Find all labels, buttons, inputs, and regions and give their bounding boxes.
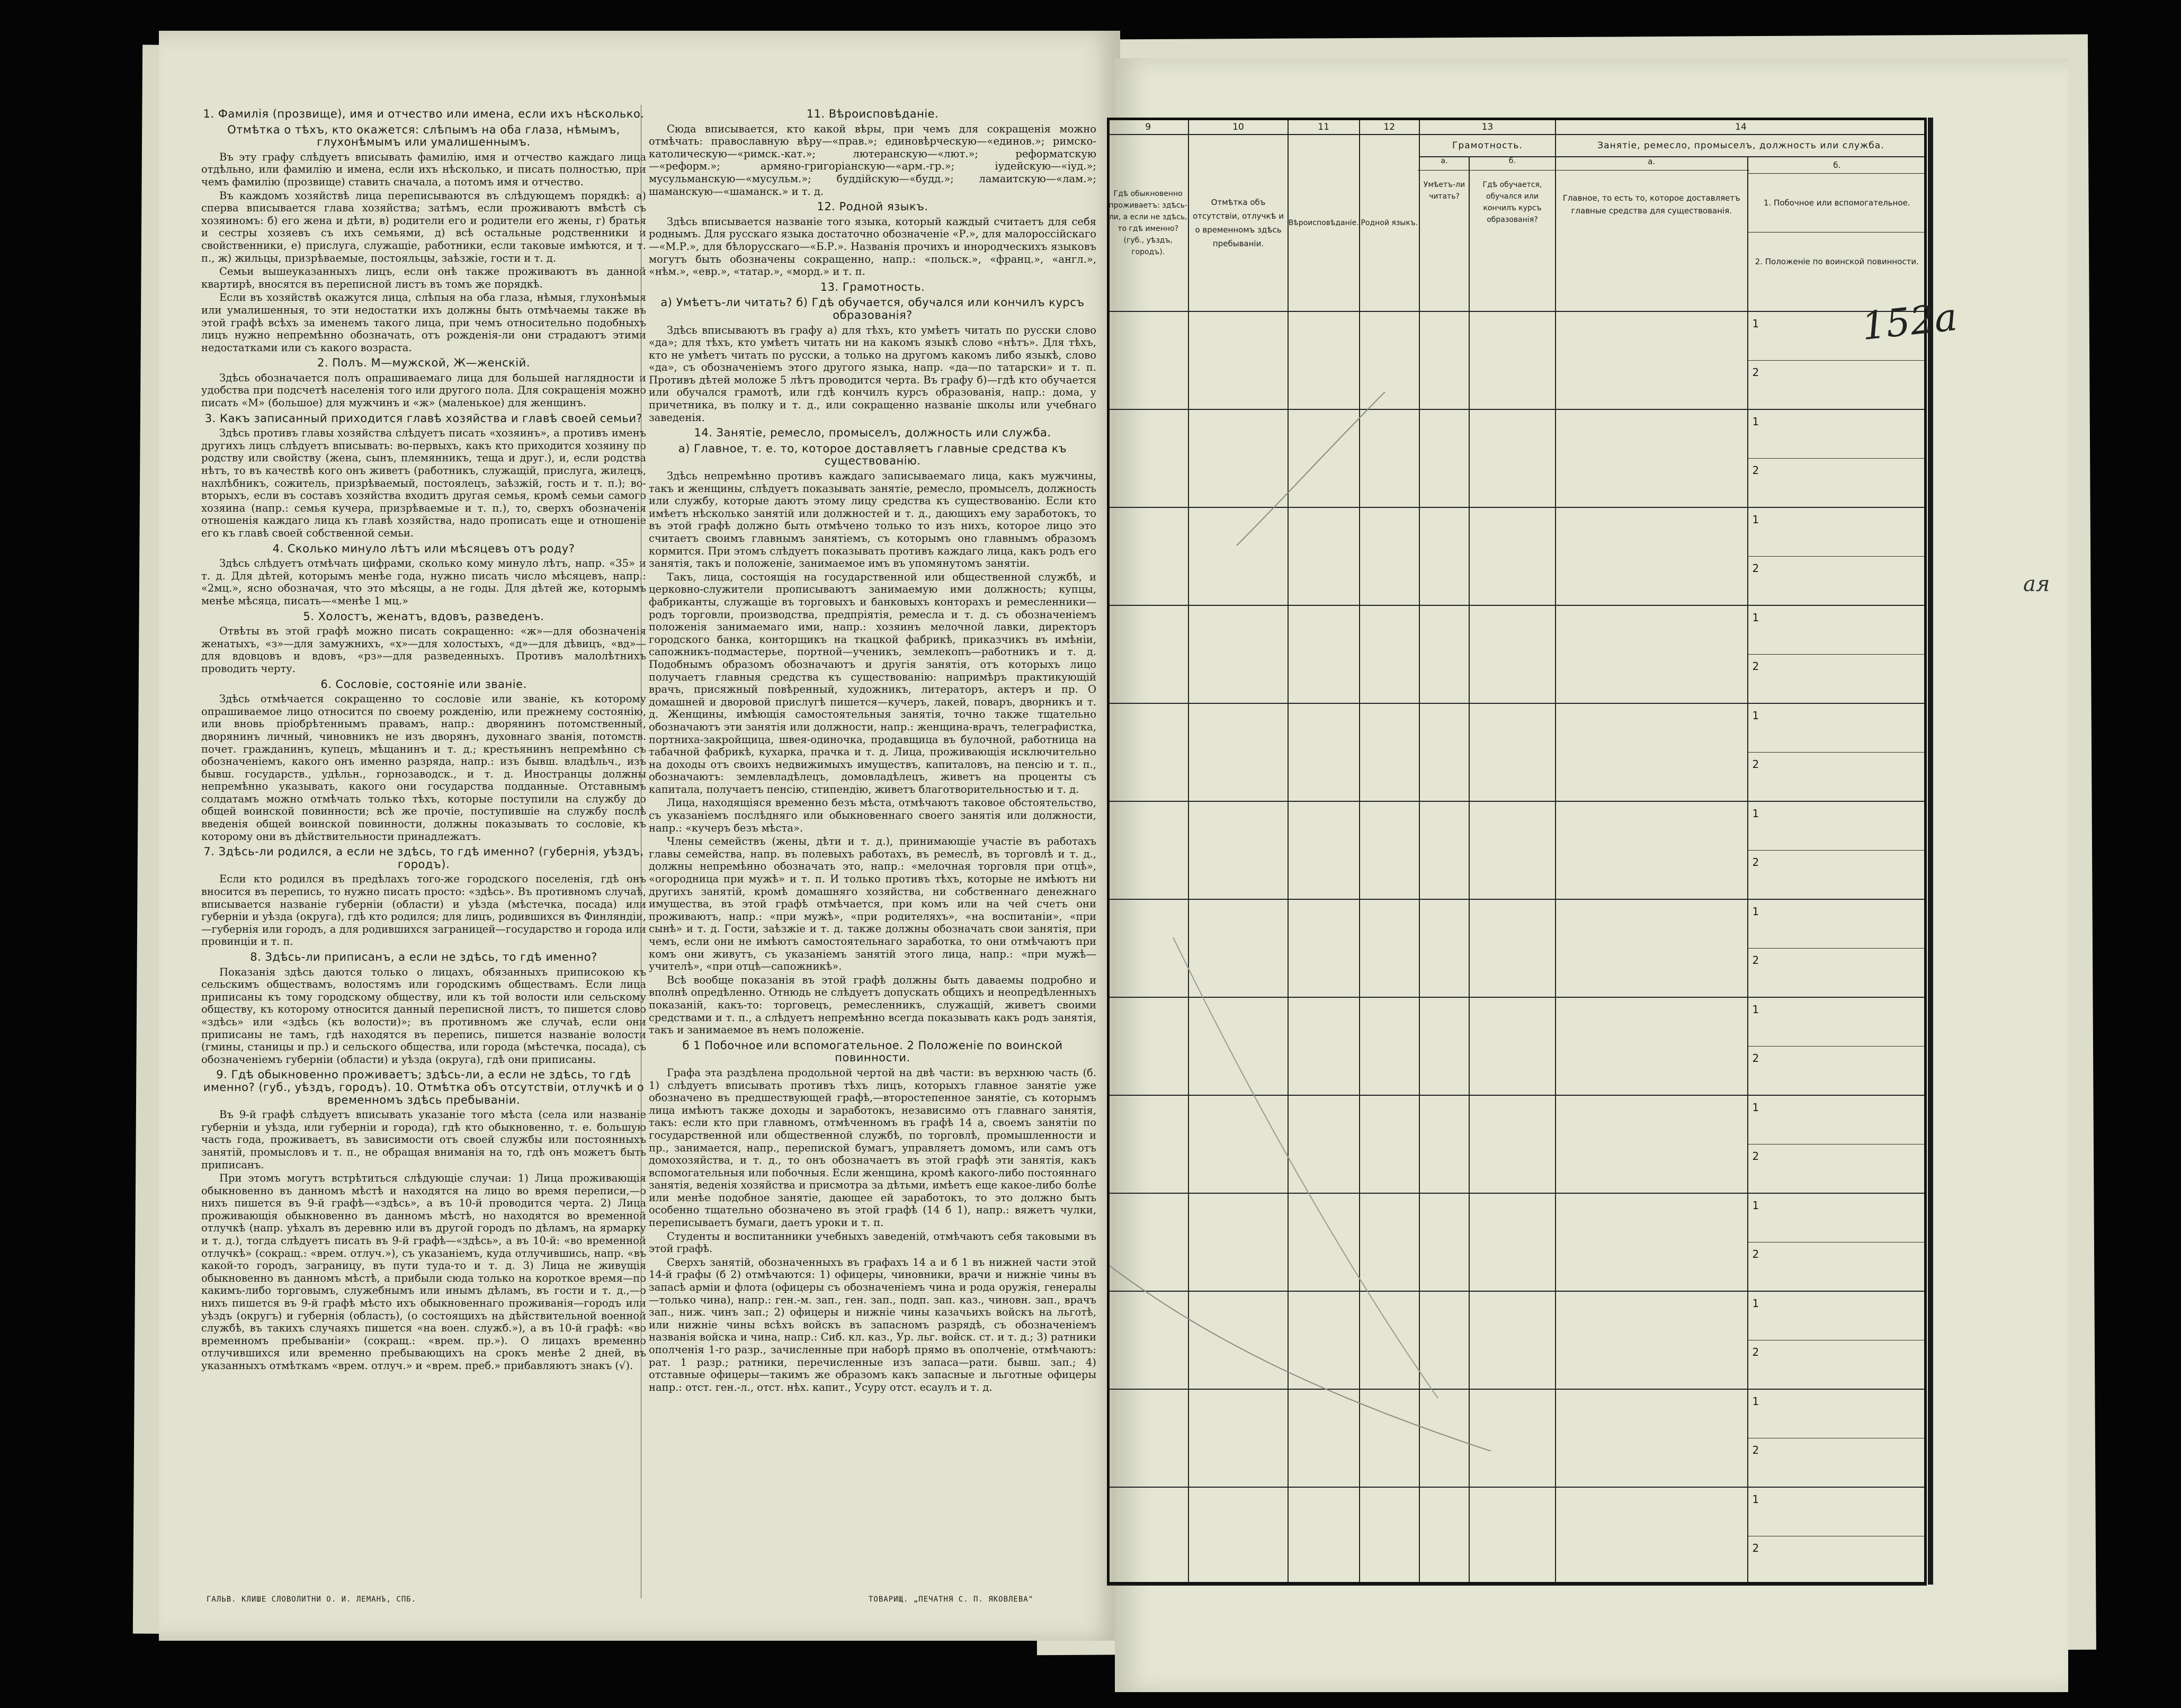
instruction-paragraph: Здѣсь противъ главы хозяйства слѣдуетъ писать «хозяинъ», а противъ именъ другихъ лицъ слѣдуетъ вписывать: во-первыхъ, какъ кто приходится хозяину по родству или свойству (жена, сынъ, племянникъ, теща и друг.), и, если родства нѣтъ, то въ качествѣ кого онъ живетъ (работникъ, служащій, прислуга, жилецъ, нахлѣбникъ, сожитель, призрѣваемый, постоялецъ, заѣзжій, гость и т. п.); во-вторыхъ, если въ составъ хозяйства входитъ другая семья, кромѣ семьи самого хозяина (напр.: семья кучера, призрѣваемые и т. п.), то, сверхъ обозначенія отношенія каждаго лица къ главѣ хозяйства, надо прописать еще и отношеніе его къ главѣ своей собственной семьи. (201, 427, 646, 539)
slot-number: 1 (1752, 415, 1759, 428)
header-military-status: 2. Положеніе по воинской повинности. (1755, 257, 1919, 266)
section-heading: 2. Полъ. М—мужской, Ж—женскій. (317, 356, 530, 370)
section-heading: 4. Сколько минуло лѣтъ или мѣсяцевъ отъ роду? (272, 542, 575, 555)
slot-number: 1 (1752, 611, 1759, 624)
section-heading: 6. Сословіе, состояніе или званіе. (320, 677, 527, 691)
instruction-paragraph: Семьи вышеуказанныхъ лицъ, если онѣ также проживаютъ въ данной квартирѣ, вносятся въ переписной листъ въ томъ же порядкѣ. (201, 265, 646, 290)
section-heading: б 1 Побочное или вспомогательное. 2 Положеніе по воинской повинности. (682, 1039, 1063, 1065)
slot-number: 2 (1752, 954, 1759, 967)
section-heading: а) Умѣетъ-ли читать? б) Гдѣ обучается, обучался или кончилъ курсъ образованія? (660, 296, 1085, 321)
instructions-column-2 (641, 105, 1096, 1598)
header-education: Гдѣ обучается, обучался или кончилъ курсъ образованія? (1482, 181, 1542, 224)
instruction-paragraph: Отвѣты въ этой графѣ можно писать сокращенно: «ж»—для обозначенія женатыхъ, «з»—для замужнихъ, «х»—для холостыхъ, «д»—для дѣвицъ, «вд»—для вдовцовъ и вдовъ, «рз»—для разведенныхъ. Противъ малолѣтнихъ проводить черту. (201, 625, 646, 675)
instruction-paragraph: Здѣсь слѣдуетъ отмѣчать цифрами, сколько кому минуло лѣтъ, напр. «35» и т. д. Для дѣтей, которымъ менѣе года, нужно писать число мѣсяцевъ, напр.: «2мц.», ясно обозначая, что это мѣсяцы, а не годы. Для дѣтей же, которымъ менѣе мѣсяца, писать—«менѣе 1 мц.» (201, 557, 646, 607)
slot-number: 1 (1752, 1003, 1759, 1016)
instruction-paragraph: Здѣсь вписывается названіе того языка, который каждый считаетъ для себя роднымъ. Для русскаго языка достаточно обозначеніе «Р.», для малороссійскаго—«М.Р.», для бѣлорусскаго—«Б.Р.». Названія прочихъ и инородческихъ языковъ могутъ быть обозначены сокращенно, напр.: «польск.», «франц.», «англ.», «нѣм.», «евр.», «татар.», «морд.» и т. п. (649, 215, 1096, 278)
slot-number: 2 (1752, 366, 1759, 379)
section-heading: 9. Гдѣ обыкновенно проживаетъ; здѣсь-ли, а если не здѣсь, то гдѣ именно? (губ., уѣздъ, городъ). 10. Отмѣтка объ отсутствіи, отлучкѣ и о временномъ здѣсь пребываніи. (203, 1068, 645, 1106)
header-occupation: Занятіе, ремесло, промыселъ, должность или служба. (1556, 135, 1926, 157)
slot-number: 1 (1752, 1297, 1759, 1310)
instruction-paragraph: Здѣсь отмѣчается сокращенно то сословіе или званіе, къ которому опрашиваемое лицо относится по своему рожденію, или прежнему состоянію, или вновь пріобрѣтеннымъ правамъ, напр.: дворянинъ потомственный, дворянинъ личный, чиновникъ не изъ дворянъ, духовнаго званія, потомств. почет. гражданинъ, купецъ, мѣщанинъ и т. д.; крестьянинъ непремѣнно съ обозначеніемъ, какого онъ именно разряда, напр.: изъ бывш. владѣльч., изъ бывш. государств., удѣльн., горнозаводск., и т. д. Иностранцы должны непремѣнно указывать, какого они государства подданные. Отставнымъ солдатамъ можно отмѣчать только тѣхъ, которые поступили на службу до общей воинской повинности; всѣ же прочіе, поступившіе на службу послѣ введенія общей воинской повинности, должны показывать то сословіе, къ которому они въ дѣйствительности принадлежатъ. (201, 693, 646, 843)
instruction-paragraph: Студенты и воспитанники учебныхъ заведеній, отмѣчаютъ себя таковыми въ этой графѣ. (649, 1230, 1096, 1255)
instruction-paragraph: Показанія здѣсь даются только о лицахъ, обязанныхъ приписокою къ сельскимъ обществамъ, волостямъ или городскимъ обществамъ. Если лица приписаны къ тому городскому обществу, или къ той волости или сельскому обществу, къ которому относится данный переписной листъ, то пишется слово «здѣсь» или «здѣсь (къ волости)»; въ противномъ же случаѣ, если они приписаны не тамъ, гдѣ находятся въ перепись, пишется названіе волости (гмины, станицы и пр.) и сельского общества, или города (мѣстечка, посада), съ обозначеніемъ губерніи (области) и уѣзда (округа), гдѣ они приписаны. (201, 965, 646, 1066)
slot-number: 2 (1752, 464, 1759, 477)
letter-a: а. (1418, 155, 1471, 171)
imprint-right: ТОВАРИЩ. „ПЕЧАТНЯ С. П. ЯКОВЛЕВА" (869, 1595, 1034, 1604)
instruction-paragraph: Если въ хозяйствѣ окажутся лица, слѣпыя на оба глаза, нѣмыя, глухонѣмыя или умалишенныя, то эти недостатки ихъ должны быть отмѣчаемы также въ этой графѣ всѣхъ за именемъ такого лица, при чемъ относительно подобныхъ лицъ нужно непремѣнно обозначать, отъ рожденія-ли они страдаютъ этими недостатками или съ какого возраста. (201, 291, 646, 354)
section-heading: 5. Холостъ, женатъ, вдовъ, разведенъ. (303, 610, 544, 623)
section-heading: 12. Родной языкъ. (817, 200, 928, 213)
imprint-left: ГАЛЬВ. КЛИШЕ СЛОВОЛИТНИ О. И. ЛЕМАНЪ, СПБ. (207, 1595, 417, 1604)
instructions-column-1 (201, 105, 646, 1598)
slot-number: 1 (1752, 1493, 1759, 1506)
slot-number: 2 (1752, 562, 1759, 575)
slot-number: 1 (1752, 1395, 1759, 1408)
slot-number: 1 (1752, 513, 1759, 526)
left-page-instructions (159, 31, 1120, 1641)
col-number-9: 9 (1107, 120, 1188, 135)
section-heading: 3. Какъ записанный приходится главѣ хозяйства и главѣ своей семьи? (204, 412, 643, 425)
slot-number: 2 (1752, 1346, 1759, 1358)
instruction-paragraph: Въ каждомъ хозяйствѣ лица переписываются въ слѣдующемъ порядкѣ: а) сперва вписывается глава хозяйства; затѣмъ, если проживаютъ вмѣстѣ съ хозяиномъ: б) его жена и дѣти, в) родители его и родители его жены, г) братья и сестры хозяевъ съ ихъ семьями, д) всѣ остальные родственники и свойственники, е) прислуга, служащіе, работники, если таковые имѣются, и т. п., ж) жильцы, призрѣваемые, постояльцы, заѣзжіе, гости и т. д. (201, 189, 646, 264)
instruction-paragraph: Здѣсь обозначается полъ опрашиваемаго лица для большей наглядности и удобства при подсчетѣ населенія того или другого пола. Для сокращенія можно писать «М» (большое) для мужчинъ и «ж» (маленькое) для женщинъ. (201, 371, 646, 409)
section-heading: 1. Фамилія (прозвище), имя и отчество или имена, если ихъ нѣсколько. (203, 108, 645, 120)
instruction-paragraph: Здѣсь непремѣнно противъ каждаго записываемаго лица, какъ мужчины, такъ и женщины, слѣдуетъ показывать занятіе, ремесло, промыселъ, должность или службу, которые даютъ этому лицу средства къ существованію. Если кто имѣетъ нѣсколько занятій или должностей и т. д., дающихъ ему заработокъ, то въ этой графѣ должно быть отмѣчено только то изъ нихъ, которое лицо это считаетъ своимъ главнымъ занятіемъ, съ которымъ оно главнымъ образомъ кормится. При этомъ слѣдуетъ показывать противъ каждаго лица, какъ родъ его занятія, такъ и положеніе, занимаемое имъ въ упомянутомъ занятіи. (649, 470, 1096, 570)
section-heading: 8. Здѣсь-ли приписанъ, а если не здѣсь, то гдѣ именно? (250, 951, 597, 963)
col-number-13: 13 (1419, 120, 1556, 135)
instruction-paragraph: Такъ, лица, состоящія на государственной или общественной службѣ, и церковно-служители прописываютъ занимаемую ими должность; купцы, фабриканты, служащіе въ торговыхъ и банковыхъ конторахъ и ремесленники—родъ торговли, производства, предпріятія, ремесла и т. д. съ обозначеніемъ положенія занимаемаго ими, напр.: хозяинъ мелочной лавки, директоръ городского банка, конторщикъ на ткацкой фабрикѣ, приказчикъ въ имѣніи, сапожникъ-подмастерье, портной—ученикъ, землекопъ—работникъ и т. д. Подобнымъ образомъ обозначаютъ и другія занятія, отъ которыхъ лицо получаетъ главныя средства къ существованію: напримѣръ практикующій врачъ, присяжный повѣренный, художникъ, литераторъ, актеръ и пр. О домашней и дворовой прислугѣ пишется—кучеръ, лакей, поваръ, дворникъ и т. д. Женщины, имѣющія самостоятельныя занятія, точно также тщательно обозначаютъ эти занятія или должности, напр.: женщина-врачъ, телеграфистка, портниха-закройщица, швея-одиночка, продавщица въ булочной, работница на табачной фабрикѣ, кухарка, прачка и т. д. Лица, проживающія исключительно на доходы отъ своихъ недвижимыхъ имуществъ, капиталовъ, на пенсію и т. п., обозначаютъ: землевладѣлецъ, домовладѣлецъ, живетъ на проценты съ капитала, получаетъ пенсію, стипендію, живетъ благотворительностью и т. д. (649, 570, 1096, 795)
slot-number: 1 (1752, 709, 1759, 722)
instruction-paragraph: Въ 9-й графѣ слѣдуетъ вписывать указаніе того мѣста (села или названіе губерніи и уѣзда, или губерніи и города), гдѣ кто обыкновенно, т. е. большую часть года, проживаетъ, въ зависимости отъ своей службы или постоянныхъ занятій, промысловъ и т. п., не обращая вниманія на то, гдѣ онъ можетъ быть приписанъ. (201, 1108, 646, 1171)
edge-handwritten-note: ая (2023, 572, 2050, 596)
header-residence: Гдѣ обыкновенно проживаетъ: здѣсь-ли, а если не здѣсь, то гдѣ именно? (губ., уѣздъ, городъ). (1107, 135, 1188, 311)
header-secondary-occupation: 1. Побочное или вспомогательное. (1748, 174, 1926, 232)
header-literacy: Грамотность. (1419, 135, 1556, 157)
slot-number: 2 (1752, 1248, 1759, 1260)
header-language: Родной языкъ. (1360, 135, 1419, 311)
instruction-paragraph: Если кто родился въ предѣлахъ того-же городского поселенія, гдѣ онъ вносится въ перепись, то нужно писать просто: «здѣсь». Въ противномъ случаѣ, вписывается названіе губерніи (области) и уѣзда (мѣстечка, посада) или губерніи и уѣзда (округа), гдѣ кто родился; для лицъ, родившихся въ Финляндіи,—губернія или городъ, а для родившихся заграницей—государство и города или провинціи и т. п. (201, 873, 646, 948)
slot-number: 1 (1752, 1101, 1759, 1114)
instruction-paragraph: Сверхъ занятій, обозначенныхъ въ графахъ 14 а и б 1 въ нижней части этой 14-й графы (б 2) отмѣчаются: 1) офицеры, чиновники, врачи и нижніе чины въ запасѣ арміи и флота (офицеры съ обозначеніемъ чина и рода оружія, генералы—только чина), напр.: ген.-м. зап., ген. зап., подп. зап. каз., чиновн. зап., врачъ зап., ниж. чинъ зап.; 2) офицеры и нижніе чины казачьихъ войскъ на льготѣ, или нижніе чины всѣхъ войскъ въ запасномъ разрядѣ, съ обозначеніемъ названія войска и чина, напр.: Сиб. кл. каз., Ур. льг. войск. ст. и т. д.; 3) ратники ополченія 1-го разр., зачисленные при наборѣ прямо въ ополченіе, отмѣчаютъ: рат. 1 разр.; ратники, перечисленные изъ запаса—рати. бывш. зап.; 4) отставные офицеры—такимъ же образомъ какъ запасные и льготные офицеры напр.: отст. ген.-л., отст. нѣх. капит., Усуру отст. есаулъ и т. д. (649, 1256, 1096, 1393)
letter-b: б. (1468, 155, 1557, 171)
slot-number: 2 (1752, 1150, 1759, 1162)
header-religion: Вѣроисповѣданіе. (1288, 135, 1360, 311)
col-number-11: 11 (1288, 120, 1360, 135)
instruction-paragraph: При этомъ могутъ встрѣтиться слѣдующіе случаи: 1) Лица проживающія обыкновенно въ данномъ мѣстѣ и находятся на лицо во время переписи,—о нихъ пишется въ 9-й графѣ—«здѣсь», а въ 10-й проводится черта. 2) Лица проживающія обыкновенно въ данномъ мѣстѣ, но находятся во временной отлучкѣ (напр. уѣхалъ въ деревню или въ другой городъ по дѣламъ, на ярмарку и т. д.), тогда слѣдуетъ писать въ 9-й графѣ—«здѣсь», а въ 10-й: «во временной отлучкѣ» (сокращ.: «врем. отлуч.»), съ указаніемъ, куда отлучившись, напр. «въ какой-то городъ, заграницу, въ пути туда-то и т. д. 3) Лица не живущія обыкновенно въ данномъ мѣстѣ, а прибыли сюда только на короткое время—по какимъ-либо торговымъ, служебнымъ или инымъ дѣламъ, въ гости и т. д.,—о нихъ пишется въ 9-й графѣ мѣсто ихъ обыкновеннаго проживанія—городъ или уѣздъ (округъ) и губернія (область), (о состоящихъ на дѣйствительной военной службѣ, въ такихъ случаяхъ пишется «на воен. служб.»), а въ 10-й графѣ: «во временномъ пребываніи» (сокращ.: «врем. пр.»). О лицахъ временно отлучившихся или временно пребывающихъ на срокъ менѣе 2 дней, въ указанныхъ отмѣткамъ «врем. отлуч.» и «врем. преб.» прибавляютъ знакъ (√). (201, 1172, 646, 1372)
slot-number: 1 (1752, 317, 1759, 330)
letter-a: а. (1554, 155, 1749, 171)
pencil-scratch-line (1110, 392, 1639, 1451)
section-heading: а) Главное, т. е. то, которое доставляетъ главные средства къ существованію. (678, 442, 1067, 468)
section-heading: 13. Грамотность. (820, 280, 925, 293)
header-main-occupation: Главное, то есть то, которое доставляетъ главные средства для существованія. (1562, 193, 1740, 216)
slot-number: 2 (1752, 1444, 1759, 1456)
letter-b: б. (1748, 157, 1926, 174)
col-number-10: 10 (1188, 120, 1288, 135)
instruction-paragraph: Члены семействъ (жены, дѣти и т. д.), принимающіе участіе въ работахъ главы семейства, напр. въ полевыхъ работахъ, въ ремеслѣ, въ торговлѣ и т. д., должны непремѣнно обозначать это, напр.: «мелочная торговля при отцѣ», «огородница при мужѣ» и т. п. И только противъ тѣхъ, которые не имѣютъ ни другихъ занятій, кромѣ домашняго хозяйства, ни собственнаго денежнаго имущества, въ этой графѣ отмѣчается, при комъ или на чей счетъ они проживаютъ, напр.: «при мужѣ», «при родителяхъ», «на воспитаніи», «при сынѣ» и т. д. Гости, заѣзжіе и т. д. также должны обозначать свои занятія, при чемъ, если они не имѣютъ самостоятельнаго заработка, то они отмѣчаютъ при комъ они живутъ, съ указаніемъ занятій этого лица, напр.: «при мужѣ—учителѣ», «при отцѣ—сапожникѣ». (649, 835, 1096, 973)
instruction-paragraph: Въ эту графу слѣдуетъ вписывать фамилію, имя и отчество каждаго лица отдѣльно, или фамилію и имена, если ихъ нѣсколько, и писать полностью, при чемъ фамилію (прозвище) ставить сначала, а потомъ имя и отчество. (201, 150, 646, 188)
slot-number: 2 (1752, 1542, 1759, 1554)
instruction-paragraph: Сюда вписывается, кто какой вѣры, при чемъ для сокращенія можно отмѣчать: православную вѣру—«прав.»; единовѣрческую—«единов.»; римско-католическую—«римск.-кат.»; лютеранскую—«лют.»; реформатскую—«реформ.»; армяно-григоріанскую—«арм.-гр.»; іудейскую—«іуд.»; мусульманскую—«мусульм.»; буддійскую—«будд.»; ламаитскую—«лам.»; шаманскую—«шаманск.» и т. д. (649, 122, 1096, 198)
slot-number: 1 (1752, 905, 1759, 918)
col-number-14: 14 (1556, 120, 1926, 135)
section-heading: 14. Занятіе, ремесло, промыселъ, должность или служба. (694, 426, 1051, 440)
slot-number: 1 (1752, 807, 1759, 820)
header-can-read: Умѣетъ-ли читать? (1423, 181, 1465, 201)
instruction-paragraph: Всѣ вообще показанія въ этой графѣ должны быть даваемы подробно и вполнѣ опредѣленно. Отнюдь не слѣдуетъ допускать общихъ и неопредѣленныхъ показаній, какъ-то: торговецъ, ремесленникъ, служащій, живетъ своими средствами и т. п., а слѣдуетъ непремѣнно всегда показывать какъ родъ занятія, такъ и занимаемое въ немъ положеніе. (649, 973, 1096, 1036)
section-heading: 7. Здѣсь-ли родился, а если не здѣсь, то гдѣ именно? (губернія, уѣздъ, городъ). (203, 845, 644, 871)
handwritten-sheet-number: 152а (1860, 294, 1960, 349)
header-absence: Отмѣтка объ отсутствіи, отлучкѣ и о временномъ здѣсь пребываніи. (1188, 135, 1288, 311)
slot-number: 2 (1752, 856, 1759, 869)
slot-number: 1 (1752, 1199, 1759, 1212)
col-number-12: 12 (1360, 120, 1419, 135)
slot-number: 2 (1752, 660, 1759, 673)
slot-number: 2 (1752, 1052, 1759, 1065)
section-heading: Отмѣтка о тѣхъ, кто окажется: слѣпымъ на оба глаза, нѣмымъ, глухонѣмымъ или умалишеннымъ. (227, 123, 620, 149)
instruction-paragraph: Здѣсь вписываютъ въ графу а) для тѣхъ, кто умѣетъ читать по русски слово «да»; для тѣхъ, кто умѣетъ читать ни на какомъ языкѣ слово «нѣтъ». Для тѣхъ, кто не умѣетъ читать по русски, а только на другомъ какомъ либо языкѣ, слово «да», съ обозначеніемъ этого другого языка, напр. «да—по татарски» и т. п. Противъ дѣтей моложе 5 лѣтъ проводится черта. Въ графу б)—гдѣ кто обучается или обучался грамотѣ, или гдѣ кончилъ курсъ образованія, напр.: дома, у причетника, въ полку и т. д., или сокращенно названіе школы или учебнаго заведенія. (649, 324, 1096, 424)
slot-number: 2 (1752, 758, 1759, 771)
section-heading: 11. Вѣроисповѣданіе. (806, 108, 939, 120)
instruction-paragraph: Лица, находящіяся временно безъ мѣста, отмѣчаютъ таковое обстоятельство, съ указаніемъ послѣдняго или обыкновеннаго своего занятія или должности, напр.: «кучеръ безъ мѣста». (649, 797, 1096, 834)
instruction-paragraph: Графа эта раздѣлена продольной чертой на двѣ части: въ верхнюю часть (б. 1) слѣдуетъ вписывать противъ тѣхъ лицъ, которыхъ главное занятіе уже обозначено въ предшествующей графѣ,—второстепенное занятіе, съ которымъ лица имѣютъ также доходы и заработокъ, независимо отъ главнаго занятія, такъ: если кто при главномъ, отмѣченномъ въ графѣ 14 а, своемъ занятіи по государственной или общественной службѣ, по торговлѣ, промышленности и пр., занимается, напр., перепиской бумагъ, управляетъ домомъ, или самъ отъ домохозяйства, и т. д., то онъ обозначаетъ въ этой графѣ эти занятія, какъ вспомогательныя или побочныя. Если женщина, кромѣ какого-либо постояннаго занятія, веденія хозяйства и присмотра за дѣтьми, имѣетъ еще какое-либо болѣе или менѣе подобное занятіе, дающее ей заработокъ, то это должно быть особенно тщательно обозначено въ этой графѣ (14 б 1), напр.: вяжетъ чулки, переписываетъ бумаги, даетъ уроки и т. п. (649, 1066, 1096, 1229)
